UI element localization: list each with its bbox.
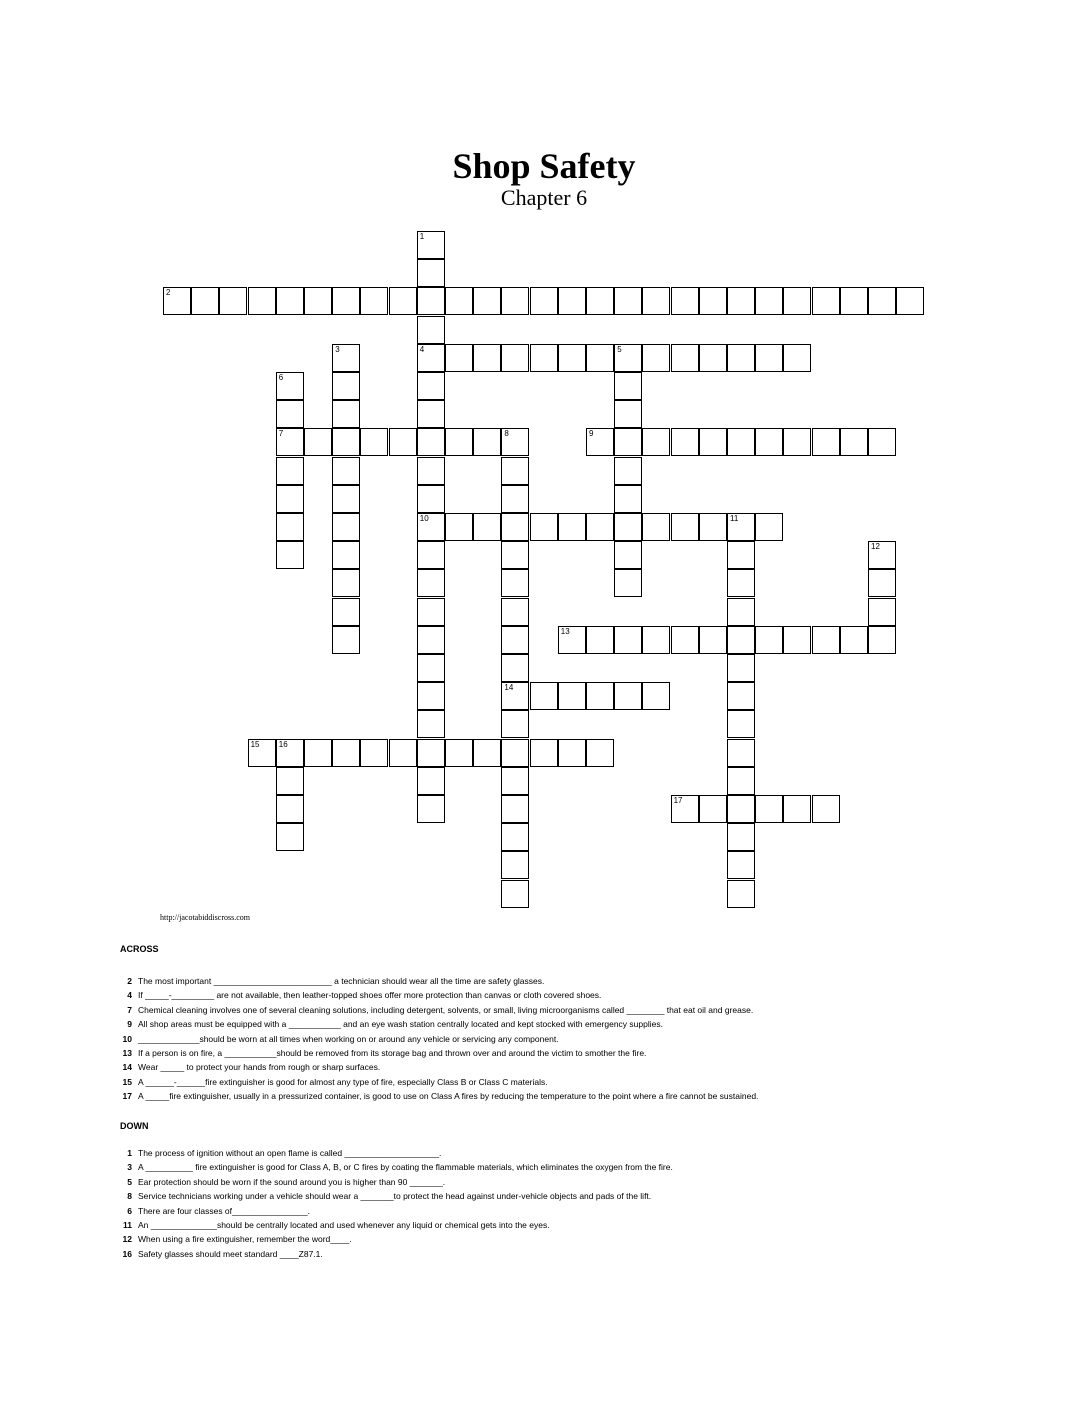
- clue-num: 17: [122, 1091, 132, 1102]
- grid-cell[interactable]: [417, 259, 445, 287]
- grid-cell[interactable]: [586, 344, 614, 372]
- grid-cell[interactable]: [360, 428, 388, 456]
- grid-cell[interactable]: [276, 739, 304, 767]
- grid-cell[interactable]: [417, 739, 445, 767]
- grid-cell[interactable]: [671, 513, 699, 541]
- grid-cell[interactable]: [755, 513, 783, 541]
- down-clue-list: [120, 1146, 1020, 1261]
- grid-cell[interactable]: [642, 513, 670, 541]
- down-clue: [120, 1175, 1020, 1189]
- clue-num: 4: [127, 990, 132, 1001]
- grid-cell[interactable]: [614, 541, 642, 569]
- grid-cell[interactable]: [276, 287, 304, 315]
- clue-text: The process of ignition without an open flame is called ____________________.: [138, 1148, 442, 1158]
- grid-cell[interactable]: [417, 372, 445, 400]
- grid-cell[interactable]: [332, 400, 360, 428]
- grid-cell[interactable]: [276, 400, 304, 428]
- grid-cell[interactable]: [586, 682, 614, 710]
- grid-cell[interactable]: [558, 739, 586, 767]
- grid-cell[interactable]: [417, 316, 445, 344]
- across-clue: [120, 1017, 1020, 1031]
- grid-cell[interactable]: [501, 513, 529, 541]
- grid-cell[interactable]: [727, 344, 755, 372]
- grid-cell[interactable]: [699, 795, 727, 823]
- grid-cell[interactable]: [417, 231, 445, 259]
- grid-cell[interactable]: [868, 569, 896, 597]
- grid-cell[interactable]: [727, 287, 755, 315]
- grid-cell[interactable]: [163, 287, 191, 315]
- grid-cell[interactable]: [417, 428, 445, 456]
- grid-cell[interactable]: [727, 823, 755, 851]
- across-clue: [120, 1046, 1020, 1060]
- grid-cell[interactable]: [840, 428, 868, 456]
- grid-cell[interactable]: [586, 287, 614, 315]
- grid-cell[interactable]: [812, 287, 840, 315]
- grid-cell[interactable]: [417, 682, 445, 710]
- grid-cell[interactable]: [417, 344, 445, 372]
- grid-cell[interactable]: [586, 739, 614, 767]
- across-heading: ACROSS: [120, 944, 159, 954]
- grid-cell[interactable]: [501, 626, 529, 654]
- grid-cell[interactable]: [840, 287, 868, 315]
- grid-cell[interactable]: [586, 428, 614, 456]
- grid-cell[interactable]: [501, 428, 529, 456]
- grid-cell[interactable]: [614, 372, 642, 400]
- grid-cell[interactable]: [642, 287, 670, 315]
- down-clue: [120, 1189, 1020, 1203]
- grid-cell[interactable]: [699, 626, 727, 654]
- down-clue: [120, 1146, 1020, 1160]
- grid-cell[interactable]: [276, 795, 304, 823]
- clue-number: 17: [673, 796, 683, 805]
- clue-num: 15: [122, 1076, 132, 1087]
- grid-cell[interactable]: [614, 287, 642, 315]
- grid-cell[interactable]: [304, 287, 332, 315]
- clue-text: When using a fire extinguisher, remember the word____.: [138, 1234, 352, 1245]
- grid-cell[interactable]: [332, 287, 360, 315]
- clue-text: Chemical cleaning involves one of several cleaning solutions, including detergent, solvents, or small, living microorganisms called ________ that eat oil and grease.: [138, 1004, 754, 1015]
- grid-cell[interactable]: [614, 400, 642, 428]
- grid-cell[interactable]: [276, 513, 304, 541]
- grid-cell[interactable]: [417, 513, 445, 541]
- clue-text: _____________should be worn at all times when working on or around any vehicle or servicing any component.: [138, 1033, 559, 1044]
- grid-cell[interactable]: [332, 428, 360, 456]
- grid-cell[interactable]: [332, 569, 360, 597]
- grid-cell[interactable]: [219, 287, 247, 315]
- grid-cell[interactable]: [614, 513, 642, 541]
- grid-cell[interactable]: [868, 287, 896, 315]
- grid-cell[interactable]: [727, 654, 755, 682]
- grid-cell[interactable]: [727, 626, 755, 654]
- clue-number: 11: [730, 514, 739, 523]
- grid-cell[interactable]: [332, 739, 360, 767]
- across-clue: [120, 1060, 1020, 1074]
- grid-cell[interactable]: [417, 569, 445, 597]
- grid-cell[interactable]: [727, 513, 755, 541]
- grid-cell[interactable]: [473, 513, 501, 541]
- clue-num: 1: [127, 1148, 132, 1158]
- clue-number: 5: [617, 344, 622, 354]
- clue-number: 1: [419, 232, 425, 241]
- grid-cell[interactable]: [445, 513, 473, 541]
- grid-cell[interactable]: [558, 287, 586, 315]
- clue-num: 3: [127, 1162, 132, 1173]
- grid-cell[interactable]: [699, 513, 727, 541]
- grid-cell[interactable]: [614, 457, 642, 485]
- grid-cell[interactable]: [501, 344, 529, 372]
- grid-cell[interactable]: [614, 626, 642, 654]
- grid-cell[interactable]: [501, 541, 529, 569]
- grid-cell[interactable]: [501, 851, 529, 879]
- clue-num: 12: [122, 1234, 132, 1245]
- grid-cell[interactable]: [360, 739, 388, 767]
- clue-num: 5: [127, 1176, 132, 1187]
- clue-num: 14: [122, 1062, 132, 1073]
- grid-cell[interactable]: [868, 626, 896, 654]
- grid-cell[interactable]: [417, 400, 445, 428]
- grid-cell[interactable]: [248, 739, 276, 767]
- clue-text: A __________ fire extinguisher is good for Class A, B, or C fires by coating the flammable materials, which eliminates the oxygen from the fire.: [138, 1162, 673, 1173]
- clue-number: 3: [335, 344, 340, 354]
- grid-cell[interactable]: [558, 626, 586, 654]
- grid-cell[interactable]: [727, 598, 755, 626]
- grid-cell[interactable]: [417, 767, 445, 795]
- clue-text: If _____-_________ are not available, then leather-topped shoes offer more protection than canvas or cloth covered shoes.: [138, 990, 602, 1001]
- grid-cell[interactable]: [586, 626, 614, 654]
- grid-cell[interactable]: [501, 598, 529, 626]
- grid-cell[interactable]: [727, 739, 755, 767]
- grid-cell[interactable]: [783, 287, 811, 315]
- grid-cell[interactable]: [671, 795, 699, 823]
- down-heading: DOWN: [120, 1121, 149, 1131]
- grid-cell[interactable]: [501, 457, 529, 485]
- grid-cell[interactable]: [530, 739, 558, 767]
- grid-cell[interactable]: [501, 569, 529, 597]
- grid-cell[interactable]: [473, 428, 501, 456]
- grid-cell[interactable]: [276, 485, 304, 513]
- grid-cell[interactable]: [445, 287, 473, 315]
- grid-cell[interactable]: [642, 344, 670, 372]
- clue-number: 10: [419, 514, 429, 523]
- across-clue: [120, 1089, 1020, 1103]
- down-clue: [120, 1232, 1020, 1246]
- grid-cell[interactable]: [417, 598, 445, 626]
- grid-cell[interactable]: [276, 428, 304, 456]
- grid-cell[interactable]: [727, 767, 755, 795]
- clue-number: 16: [278, 739, 288, 749]
- clue-number: 9: [589, 429, 594, 439]
- grid-cell[interactable]: [304, 739, 332, 767]
- grid-cell[interactable]: [191, 287, 219, 315]
- down-clue: [120, 1218, 1020, 1232]
- grid-cell[interactable]: [755, 287, 783, 315]
- clue-text: There are four classes of________________.: [138, 1205, 311, 1216]
- grid-cell[interactable]: [501, 654, 529, 682]
- source-url: http://jacotabiddiscross.com: [160, 913, 250, 922]
- grid-cell[interactable]: [332, 457, 360, 485]
- grid-cell[interactable]: [417, 626, 445, 654]
- across-clue: [120, 1075, 1020, 1089]
- grid-cell[interactable]: [727, 682, 755, 710]
- clue-text: Safety glasses should meet standard ____Z87.1.: [138, 1248, 323, 1259]
- clue-number: 14: [504, 683, 514, 693]
- grid-cell[interactable]: [473, 344, 501, 372]
- down-clue: [120, 1247, 1020, 1261]
- grid-cell[interactable]: [812, 795, 840, 823]
- grid-cell[interactable]: [332, 598, 360, 626]
- grid-cell[interactable]: [783, 344, 811, 372]
- down-clue: [120, 1204, 1020, 1218]
- grid-cell[interactable]: [389, 287, 417, 315]
- grid-cell[interactable]: [473, 739, 501, 767]
- grid-cell[interactable]: [896, 287, 924, 315]
- grid-cell[interactable]: [417, 457, 445, 485]
- grid-cell[interactable]: [558, 344, 586, 372]
- grid-cell[interactable]: [445, 344, 473, 372]
- grid-cell[interactable]: [248, 287, 276, 315]
- grid-cell[interactable]: [755, 795, 783, 823]
- grid-cell[interactable]: [332, 485, 360, 513]
- grid-cell[interactable]: [755, 626, 783, 654]
- clue-num: 9: [127, 1019, 132, 1030]
- grid-cell[interactable]: [614, 682, 642, 710]
- grid-cell[interactable]: [558, 682, 586, 710]
- grid-cell[interactable]: [501, 767, 529, 795]
- grid-cell[interactable]: [417, 654, 445, 682]
- grid-cell[interactable]: [727, 710, 755, 738]
- clue-num: 13: [122, 1047, 132, 1058]
- grid-cell[interactable]: [868, 598, 896, 626]
- grid-cell[interactable]: [699, 287, 727, 315]
- grid-cell[interactable]: [783, 626, 811, 654]
- grid-cell[interactable]: [417, 485, 445, 513]
- grid-cell[interactable]: [671, 287, 699, 315]
- clue-num: 6: [127, 1205, 132, 1216]
- puzzle-title: Shop Safety: [452, 146, 636, 186]
- grid-cell[interactable]: [389, 739, 417, 767]
- grid-cell[interactable]: [671, 428, 699, 456]
- grid-cell[interactable]: [727, 880, 755, 908]
- grid-cell[interactable]: [304, 428, 332, 456]
- clue-text: A ______-______fire extinguisher is good for almost any type of fire, especially Class B or Class C materials.: [138, 1076, 548, 1087]
- grid-cell[interactable]: [783, 428, 811, 456]
- across-clue-list: [120, 974, 1020, 1104]
- grid-cell[interactable]: [727, 428, 755, 456]
- grid-cell[interactable]: [642, 626, 670, 654]
- grid-cell[interactable]: [276, 457, 304, 485]
- grid-cell[interactable]: [276, 823, 304, 851]
- grid-cell[interactable]: [276, 767, 304, 795]
- grid-cell[interactable]: [530, 287, 558, 315]
- grid-cell[interactable]: [868, 541, 896, 569]
- down-clue: [120, 1160, 1020, 1174]
- across-clue: [120, 1032, 1020, 1046]
- grid-cell[interactable]: [812, 428, 840, 456]
- grid-cell[interactable]: [558, 513, 586, 541]
- grid-cell[interactable]: [501, 287, 529, 315]
- puzzle-subtitle: Chapter 6: [500, 185, 588, 210]
- grid-cell[interactable]: [501, 682, 529, 710]
- clue-num: 2: [127, 976, 132, 986]
- grid-cell[interactable]: [501, 880, 529, 908]
- grid-cell[interactable]: [530, 513, 558, 541]
- grid-cell[interactable]: [473, 287, 501, 315]
- grid-cell[interactable]: [755, 344, 783, 372]
- grid-cell[interactable]: [727, 851, 755, 879]
- grid-cell[interactable]: [727, 541, 755, 569]
- grid-cell[interactable]: [614, 485, 642, 513]
- grid-cell[interactable]: [671, 344, 699, 372]
- grid-cell[interactable]: [614, 428, 642, 456]
- grid-cell[interactable]: [417, 710, 445, 738]
- grid-cell[interactable]: [417, 541, 445, 569]
- across-clue: [120, 974, 1020, 988]
- grid-cell[interactable]: [501, 795, 529, 823]
- clue-number: 13: [560, 626, 570, 636]
- clue-num: 8: [127, 1191, 132, 1202]
- grid-cell[interactable]: [642, 682, 670, 710]
- grid-cell[interactable]: [501, 823, 529, 851]
- clue-text: The most important _________________________ a technician should wear all the time are safety glasses.: [138, 976, 545, 986]
- grid-cell[interactable]: [501, 739, 529, 767]
- clue-number: 4: [419, 344, 425, 354]
- clue-number: 2: [166, 288, 171, 298]
- clue-text: Service technicians working under a vehicle should wear a _______to protect the head against under-vehicle objects and pads of the lift.: [138, 1191, 652, 1202]
- grid-cell[interactable]: [783, 795, 811, 823]
- across-clue: [120, 1003, 1020, 1017]
- clue-number: 12: [871, 542, 880, 552]
- grid-cell[interactable]: [530, 344, 558, 372]
- grid-cell[interactable]: [840, 626, 868, 654]
- grid-cell[interactable]: [614, 344, 642, 372]
- grid-cell[interactable]: [727, 795, 755, 823]
- clue-text: A _____fire extinguisher, usually in a pressurized container, is good to use on Class A fires by reducing the temperature to the point where a fire cannot be sustained.: [138, 1091, 759, 1102]
- clue-text: Wear _____ to protect your hands from rough or sharp surfaces.: [138, 1062, 381, 1073]
- grid-cell[interactable]: [868, 428, 896, 456]
- grid-cell[interactable]: [389, 428, 417, 456]
- clue-text: Ear protection should be worn if the sound around you is higher than 90 _______.: [138, 1176, 446, 1187]
- clue-text: If a person is on fire, a ___________should be removed from its storage bag and thrown over and around the victim to smother the fire.: [138, 1047, 647, 1058]
- grid-cell[interactable]: [755, 428, 783, 456]
- clue-text: All shop areas must be equipped with a ___________ and an eye wash station centrally located and kept stocked with emergency supplies.: [138, 1019, 663, 1030]
- grid-cell[interactable]: [586, 513, 614, 541]
- clue-number: 15: [250, 739, 260, 749]
- clue-num: 7: [127, 1004, 132, 1015]
- grid-cell[interactable]: [642, 428, 670, 456]
- clue-num: 16: [122, 1248, 132, 1259]
- grid-cell[interactable]: [332, 541, 360, 569]
- clue-num: 10: [122, 1033, 132, 1044]
- grid-cell[interactable]: [699, 428, 727, 456]
- grid-cell[interactable]: [445, 739, 473, 767]
- grid-cell[interactable]: [417, 287, 445, 315]
- grid-cell[interactable]: [332, 626, 360, 654]
- grid-cell[interactable]: [530, 682, 558, 710]
- grid-cell[interactable]: [276, 541, 304, 569]
- grid-cell[interactable]: [332, 372, 360, 400]
- across-clue: [120, 988, 1020, 1002]
- clue-number: 8: [504, 429, 509, 439]
- grid-cell[interactable]: [727, 569, 755, 597]
- grid-cell[interactable]: [332, 344, 360, 372]
- grid-cell[interactable]: [445, 428, 473, 456]
- grid-cell[interactable]: [332, 513, 360, 541]
- grid-cell[interactable]: [671, 626, 699, 654]
- grid-cell[interactable]: [276, 372, 304, 400]
- clue-num: 11: [123, 1219, 132, 1230]
- grid-cell[interactable]: [501, 485, 529, 513]
- grid-cell[interactable]: [699, 344, 727, 372]
- grid-cell[interactable]: [360, 287, 388, 315]
- grid-cell[interactable]: [501, 710, 529, 738]
- clue-number: 7: [278, 429, 284, 439]
- grid-cell[interactable]: [812, 626, 840, 654]
- clue-text: An ______________should be centrally located and used whenever any liquid or chemical gets into the eyes.: [138, 1219, 550, 1230]
- grid-cell[interactable]: [417, 795, 445, 823]
- grid-cell[interactable]: [614, 569, 642, 597]
- clue-number: 6: [278, 373, 284, 382]
